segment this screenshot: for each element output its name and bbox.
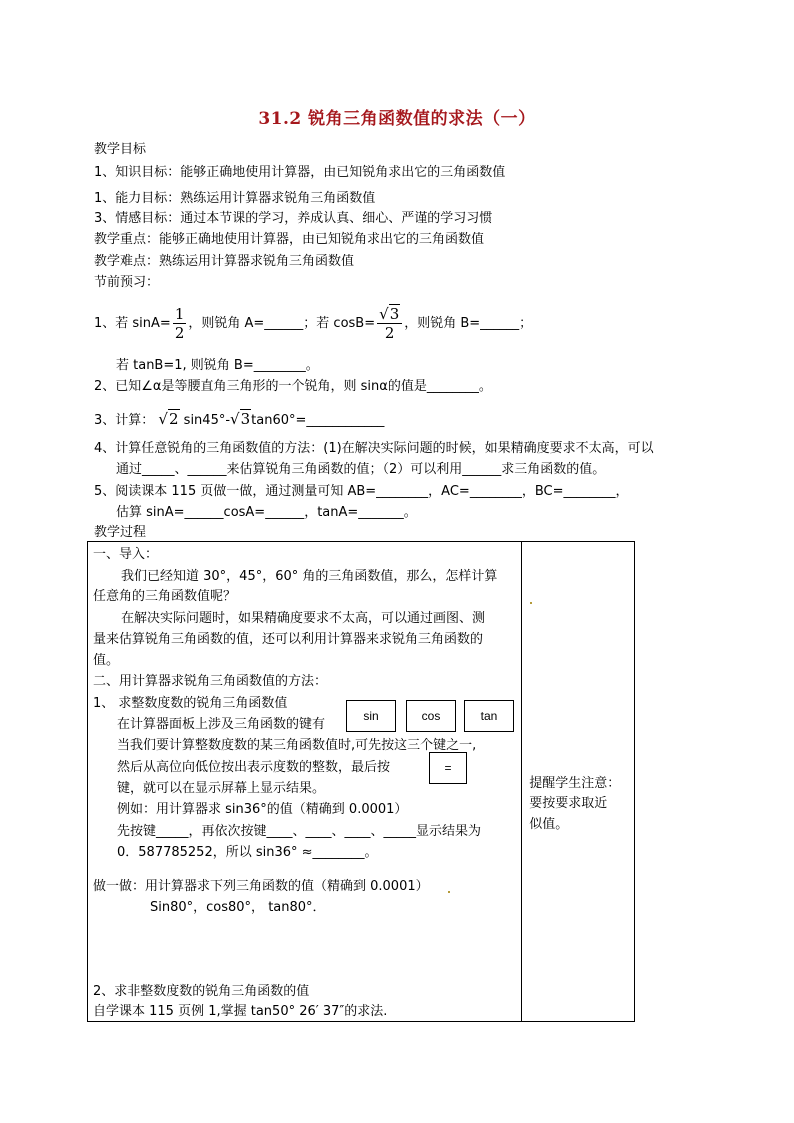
q3-text-a: 3、计算：	[94, 413, 155, 428]
cos-key: cos	[406, 700, 456, 732]
example-line-2: 先按键_____，再依次按键____、____、____、_____显示结果为	[117, 824, 482, 839]
subsection-2-title: 2、求非整数度数的锐角三角函数的值	[93, 984, 310, 999]
tan-key: tan	[464, 700, 514, 732]
fraction-denominator: 2	[384, 324, 395, 342]
process-heading: 教学过程	[94, 525, 147, 540]
sqrt-numerator: √3	[377, 305, 402, 324]
note-line-2: 要按要求取近	[529, 796, 608, 811]
example-line-1: 例如：用计算器求 sin36°的值（精确到 0.0001）	[117, 802, 408, 817]
example-line-3: 0．587785252，所以 sin36° ≈________。	[117, 845, 378, 860]
q3-text-b: sin45°-	[183, 413, 231, 428]
method-line-4: 键，就可以在显示屏幕上显示结果。	[117, 781, 326, 796]
preview-heading: 节前预习：	[94, 275, 160, 290]
preview-q1	[94, 304, 532, 344]
q3-text-c: tan60°=____________	[251, 413, 385, 428]
method-title: 二、用计算器求锐角三角函数值的方法：	[93, 674, 328, 689]
objectives-heading: 教学目标	[94, 142, 147, 157]
teaching-process-table	[87, 541, 635, 1022]
q1-text-c: ，则锐角 B=______；	[404, 316, 533, 331]
intro-line-4: 量来估算锐角三角函数的值，还可以利用计算器来求锐角三角函数的	[93, 632, 484, 647]
preview-q5-line1: 5、阅读课本 115 页做一做，通过测量可知 AB=________，AC=________，BC=________，	[94, 484, 629, 499]
fraction-denominator: 2	[174, 324, 185, 342]
page-title: 31.2 锐角三角函数值的求法（一）	[258, 109, 536, 129]
note-line-3: 似值。	[529, 817, 569, 832]
difficulty-point: 教学难点：熟练运用计算器求锐角三角函数值	[94, 254, 355, 269]
stray-mark-dot	[530, 602, 532, 604]
fraction-numerator: 1	[174, 305, 185, 323]
method-line-3: 然后从高位向低位按出表示度数的整数，最后按	[117, 760, 391, 775]
method-line-2: 当我们要计算整数度数的某三角函数值时,可先按这三个键之一,	[117, 738, 477, 753]
process-main-cell	[88, 542, 522, 1022]
intro-title: 一、导入：	[93, 547, 159, 562]
fraction-one-half	[173, 305, 187, 342]
fraction-sqrt3-over-2	[377, 305, 402, 342]
key-point: 教学重点：能够正确地使用计算器，由已知锐角求出它的三角函数值	[94, 232, 485, 247]
objective-emotion: 3、情感目标：通过本节课的学习，养成认真、细心、严谨的学习习惯	[94, 211, 493, 226]
sqrt-radicand: 2	[168, 410, 179, 428]
preview-q2: 2、已知∠α是等腰直角三角形的一个锐角，则 sinα的值是________。	[94, 379, 492, 394]
intro-line-1: 我们已经知道 30°，45°，60° 角的三角函数值，那么，怎样计算	[121, 569, 498, 584]
preview-q1-tan: 若 tanB=1, 则锐角 B=________。	[116, 358, 319, 373]
try-title: 做一做：用计算器求下列三角函数的值（精确到 0.0001）	[93, 879, 429, 894]
intro-line-3: 在解决实际问题时，如果精确度要求不太高，可以通过画图、测	[121, 611, 486, 626]
preview-q4-line2: 通过_____、______来估算锐角三角函数的值；（2）可以利用______求三角函数的值。	[116, 462, 606, 477]
subsection-1-title: 1、 求整数度数的锐角三角函数值	[93, 696, 288, 711]
subsection-2-desc: 自学课本 115 页例 1,掌握 tan50° 26′ 37″的求法.	[93, 1004, 388, 1019]
stray-mark-dot	[448, 891, 450, 893]
try-items: Sin80°，cos80°， tan80°．	[150, 900, 326, 915]
sin-key: sin	[346, 700, 396, 732]
sqrt-radicand: 3	[240, 410, 251, 428]
sqrt-2: √2	[158, 410, 179, 428]
preview-q5-line2: 估算 sinA=______cosA=______，tanA=_______。	[116, 505, 417, 520]
equals-key: =	[429, 752, 467, 784]
objective-knowledge: 1、知识目标：能够正确地使用计算器，由已知锐角求出它的三角函数值	[94, 165, 506, 180]
preview-q3	[94, 408, 384, 432]
keys-intro: 在计算器面板上涉及三角函数的键有	[117, 717, 326, 732]
sqrt-3: √3	[230, 410, 251, 428]
process-notes-cell	[522, 542, 635, 1022]
sqrt-radicand: 3	[389, 305, 400, 323]
objective-ability: 1、能力目标：熟练运用计算器求锐角三角函数值	[94, 191, 376, 206]
note-line-1: 提醒学生注意：	[529, 776, 621, 791]
preview-q4-line1: 4、计算任意锐角的三角函数值的方法：(1)在解决实际问题的时候，如果精确度要求不太高，可以	[94, 441, 654, 456]
q1-text-b: ，则锐角 A=______；若 cosB=	[188, 316, 376, 331]
intro-line-5: 值。	[93, 653, 120, 668]
intro-line-2: 任意角的三角函数值呢？	[93, 589, 237, 604]
q1-text-a: 1、若 sinA=	[94, 316, 171, 331]
